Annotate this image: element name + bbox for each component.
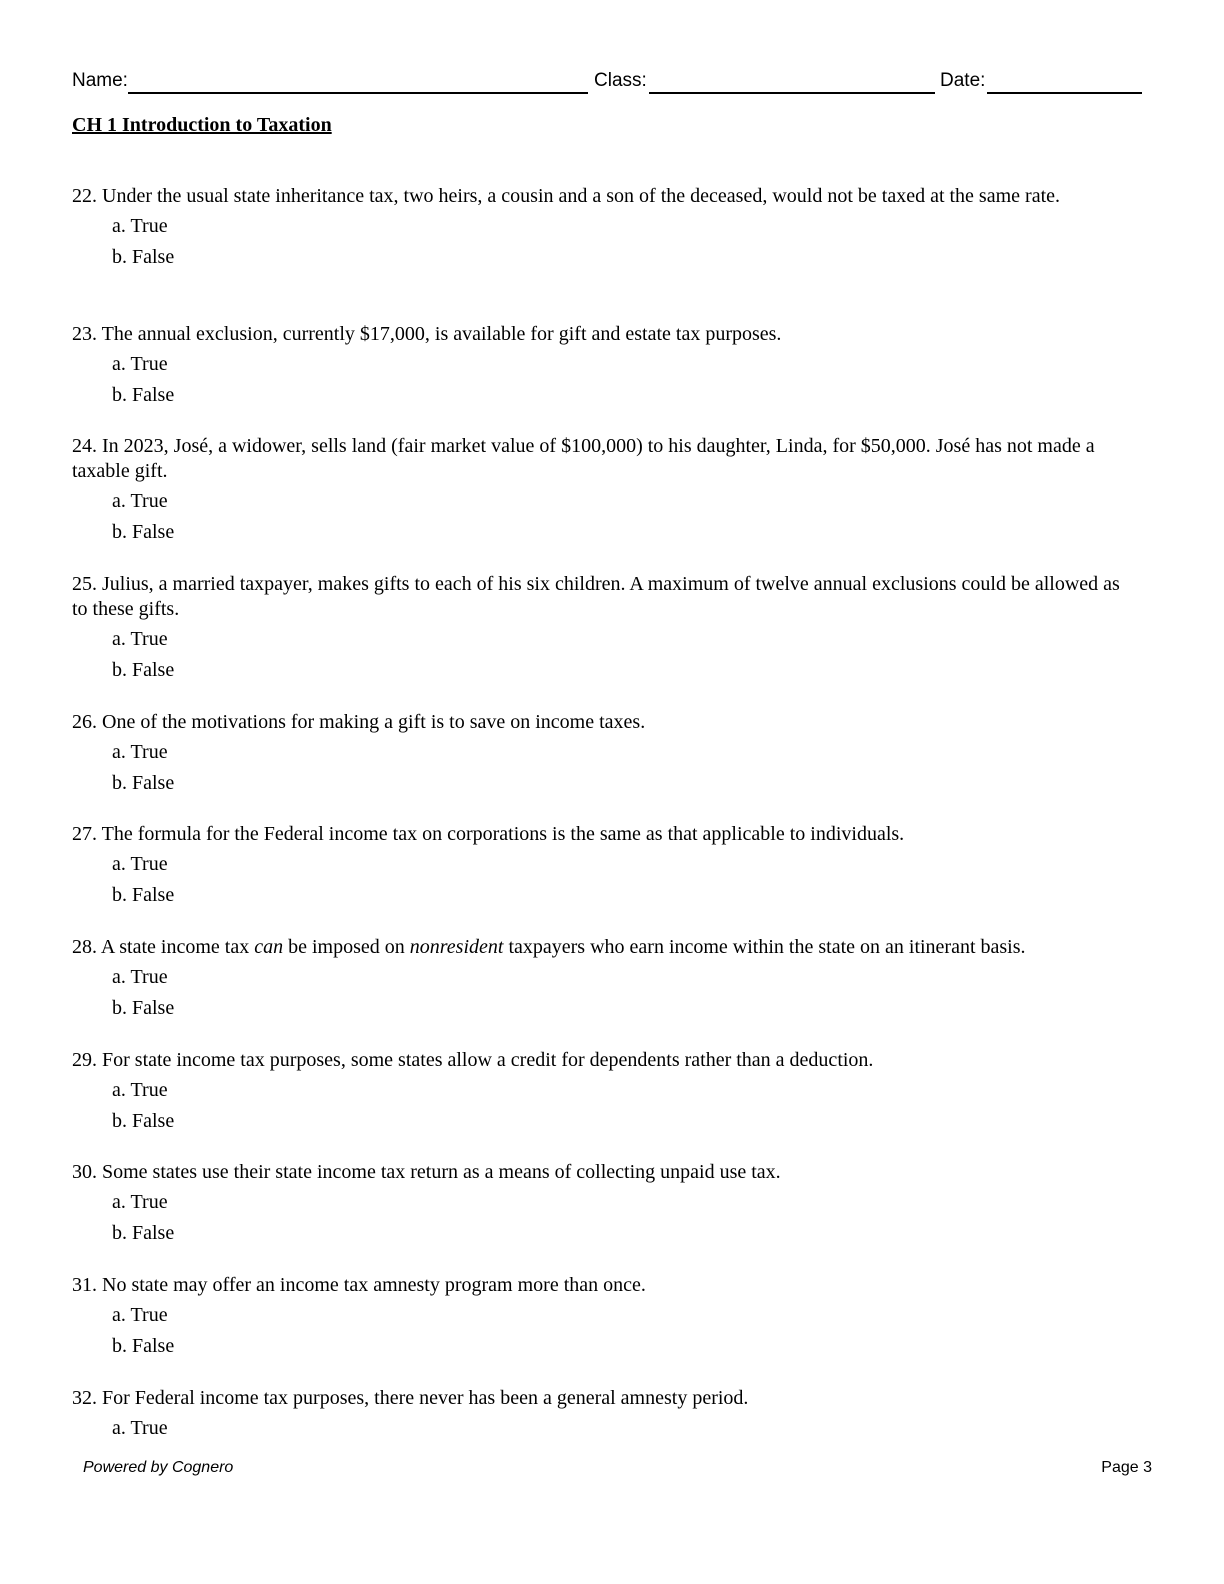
question-number: 32.	[72, 1387, 97, 1409]
option-false[interactable]: b. False	[112, 1222, 175, 1244]
date-label: Date:	[940, 70, 986, 91]
class-label: Class:	[594, 70, 647, 91]
question-text: No state may offer an income tax amnesty program more than once.	[102, 1274, 646, 1296]
question-32	[72, 1386, 1132, 1444]
question-number: 25.	[72, 573, 97, 595]
student-info-header	[72, 70, 1142, 96]
question-number: 30.	[72, 1161, 97, 1183]
question-22	[72, 184, 1132, 273]
question-stem	[72, 434, 1132, 484]
question-text: The formula for the Federal income tax on corporations is the same as that applicable to individuals.	[101, 823, 905, 845]
date-field[interactable]	[987, 92, 1142, 94]
question-26	[72, 710, 1132, 799]
name-label: Name:	[72, 70, 128, 91]
option-true[interactable]: a. True	[112, 1417, 168, 1439]
option-false[interactable]: b. False	[112, 246, 175, 268]
page-title: CH 1 Introduction to Taxation	[72, 114, 332, 136]
option-false[interactable]: b. False	[112, 997, 175, 1019]
question-number: 26.	[72, 711, 97, 733]
question-stem	[72, 184, 1132, 209]
question-text: In 2023, José, a widower, sells land (fair market value of $100,000) to his daughter, Linda, for $50,000. José has not made a taxable gift.	[72, 435, 1095, 482]
question-23	[72, 322, 1132, 411]
question-number: 29.	[72, 1049, 97, 1071]
question-text: The annual exclusion, currently $17,000, is available for gift and estate tax purposes.	[101, 323, 782, 345]
question-stem	[72, 1273, 1132, 1298]
class-field[interactable]	[649, 92, 935, 94]
question-text: Under the usual state inheritance tax, two heirs, a cousin and a son of the deceased, would not be taxed at the same rate.	[102, 185, 1060, 207]
option-true[interactable]: a. True	[112, 1304, 168, 1326]
option-false[interactable]: b. False	[112, 1110, 175, 1132]
option-true[interactable]: a. True	[112, 215, 168, 237]
question-stem	[72, 1386, 1132, 1411]
question-text: One of the motivations for making a gift is to save on income taxes.	[102, 711, 646, 733]
powered-by-footer: Powered by Cognero	[83, 1459, 234, 1476]
question-stem	[72, 1048, 1132, 1073]
question-stem	[72, 822, 1132, 847]
option-true[interactable]: a. True	[112, 1079, 168, 1101]
question-30	[72, 1160, 1132, 1249]
option-false[interactable]: b. False	[112, 884, 175, 906]
option-true[interactable]: a. True	[112, 628, 168, 650]
question-text: Some states use their state income tax return as a means of collecting unpaid use tax.	[102, 1161, 781, 1183]
option-true[interactable]: a. True	[112, 853, 168, 875]
text-part: be imposed on	[283, 936, 410, 958]
question-stem	[72, 935, 1132, 960]
question-stem	[72, 572, 1132, 622]
question-number: 22.	[72, 185, 97, 207]
emphasis-can: can	[254, 936, 284, 958]
option-true[interactable]: a. True	[112, 1191, 168, 1213]
question-stem	[72, 1160, 1132, 1185]
question-number: 28.	[72, 936, 97, 958]
option-true[interactable]: a. True	[112, 966, 168, 988]
text-part: taxpayers who earn income within the state on an itinerant basis.	[503, 936, 1026, 958]
option-false[interactable]: b. False	[112, 659, 175, 681]
question-number: 23.	[72, 323, 97, 345]
option-false[interactable]: b. False	[112, 521, 175, 543]
question-text: For Federal income tax purposes, there never has been a general amnesty period.	[102, 1387, 749, 1409]
option-false[interactable]: b. False	[112, 772, 175, 794]
option-true[interactable]: a. True	[112, 490, 168, 512]
question-stem	[72, 322, 1132, 347]
question-number: 31.	[72, 1274, 97, 1296]
question-number: 27.	[72, 823, 97, 845]
question-27	[72, 822, 1132, 911]
question-28	[72, 935, 1132, 1024]
question-24	[72, 434, 1132, 548]
question-31	[72, 1273, 1132, 1362]
page-number: Page 3	[1101, 1459, 1152, 1476]
question-number: 24.	[72, 435, 97, 457]
emphasis-nonresident: nonresident	[409, 936, 504, 958]
question-text	[101, 936, 1026, 958]
name-field[interactable]	[128, 92, 588, 94]
option-false[interactable]: b. False	[112, 1335, 175, 1357]
option-false[interactable]: b. False	[112, 384, 175, 406]
question-text: Julius, a married taxpayer, makes gifts to each of his six children. A maximum of twelve annual exclusions could be allowed as to these gifts.	[72, 573, 1120, 620]
option-true[interactable]: a. True	[112, 741, 168, 763]
question-25	[72, 572, 1132, 686]
question-29	[72, 1048, 1132, 1137]
question-text: For state income tax purposes, some states allow a credit for dependents rather than a deduction.	[102, 1049, 874, 1071]
text-part: A state income tax	[100, 936, 255, 958]
option-true[interactable]: a. True	[112, 353, 168, 375]
question-stem	[72, 710, 1132, 735]
